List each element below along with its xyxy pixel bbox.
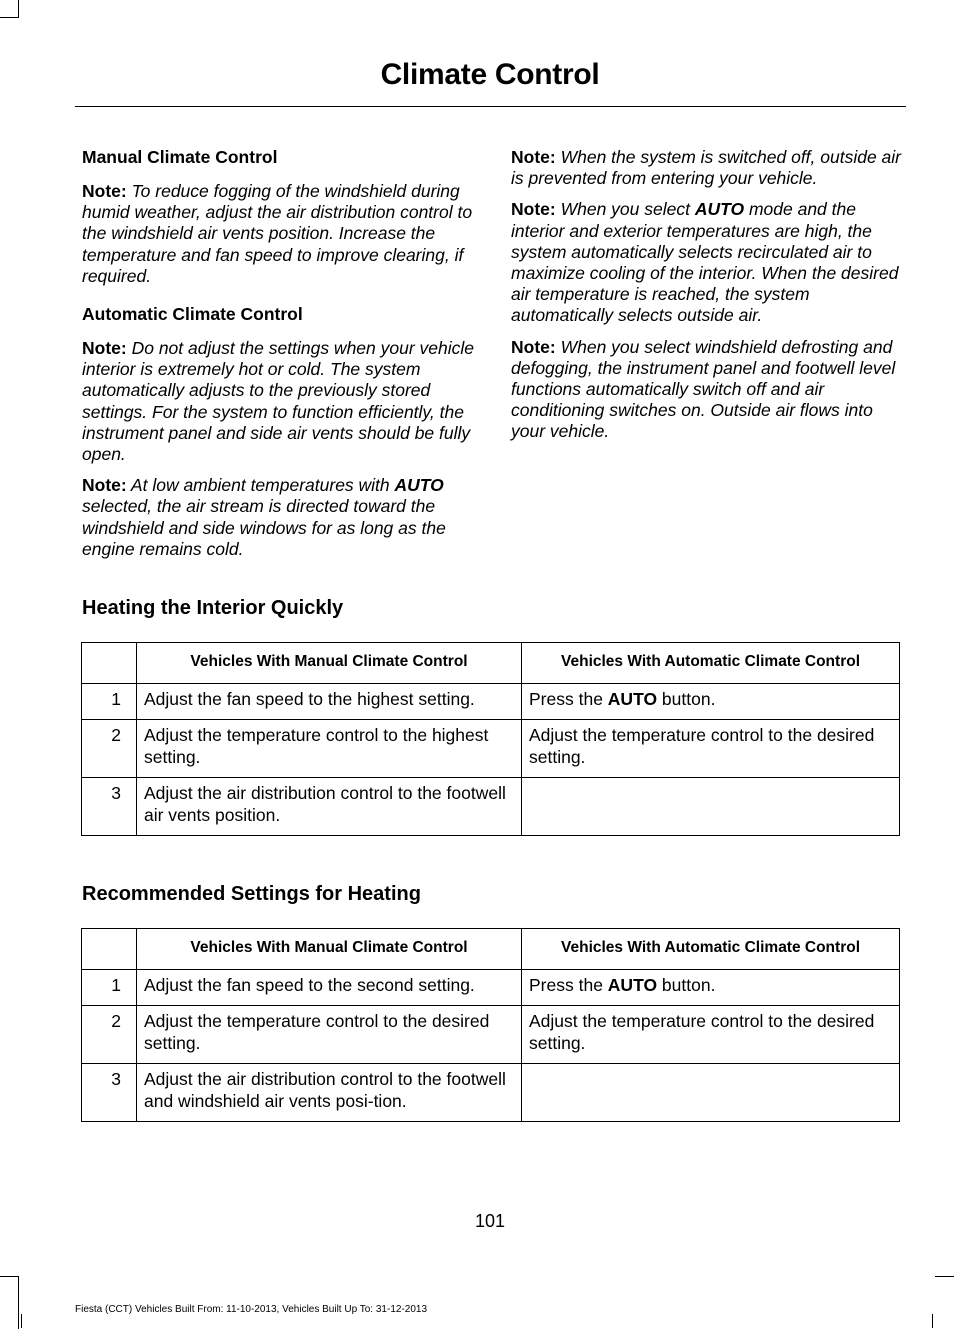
manual-step: Adjust the fan speed to the highest setting.	[137, 683, 522, 720]
table-header-row	[82, 929, 900, 970]
manual-step: Adjust the fan speed to the second setting.	[137, 969, 522, 1006]
manual-step: Adjust the air distribution control to the footwell air vents position.	[137, 778, 522, 836]
step-text: Press the	[529, 974, 608, 995]
crop-mark	[0, 17, 18, 18]
title-divider	[75, 106, 906, 107]
crop-mark	[935, 1276, 954, 1277]
automatic-note-2	[82, 475, 474, 560]
footer-vehicle-info: Fiesta (CCT) Vehicles Built From: 11-10-2013, Vehicles Built Up To: 31-12-2013	[75, 1304, 428, 1315]
note-label: Note:	[82, 338, 127, 359]
recommended-heating-table	[81, 928, 900, 1122]
manual-column-header: Vehicles With Manual Climate Control	[137, 643, 522, 684]
page-title: Climate Control	[380, 58, 600, 91]
manual-step: Adjust the temperature control to the highest setting.	[137, 720, 522, 778]
automatic-step	[522, 969, 900, 1006]
step-text: Adjust the temperature control to the desired setting.	[529, 725, 875, 767]
page-number: 101	[474, 1211, 506, 1231]
automatic-step	[522, 720, 900, 778]
heating-quickly-title: Heating the Interior Quickly	[82, 597, 344, 619]
table-row	[82, 683, 900, 720]
note-text: When you select windshield defrosting and defogging, the instrument panel and footwell level functions automatically switch off and air conditioning switches on. Outside air flows into your vehicle.	[511, 336, 896, 442]
automatic-note-1	[82, 338, 474, 465]
note-label: Note:	[82, 181, 127, 201]
step-text: Adjust the temperature control to the desired setting.	[529, 1011, 875, 1053]
step-number: 3	[82, 1064, 137, 1122]
left-column	[82, 147, 474, 570]
automatic-column-header: Vehicles With Automatic Climate Control	[522, 929, 900, 970]
auto-keyword: AUTO	[694, 199, 745, 220]
step-text: button.	[657, 974, 716, 995]
manual-column-header: Vehicles With Manual Climate Control	[137, 929, 522, 970]
step-number: 3	[82, 778, 137, 836]
step-text: button.	[657, 688, 716, 709]
note-text: At low ambient temperatures with	[126, 475, 395, 496]
heating-quickly-table	[81, 642, 900, 836]
manual-climate-heading: Manual Climate Control	[82, 147, 278, 167]
crop-mark	[932, 1314, 933, 1328]
automatic-step	[522, 1064, 900, 1122]
table-row	[82, 1006, 900, 1064]
note-label: Note:	[511, 336, 556, 357]
step-number: 2	[82, 1006, 137, 1064]
right-note-3	[511, 337, 903, 443]
crop-mark	[18, 1276, 19, 1329]
table-row	[82, 720, 900, 778]
right-column	[511, 147, 903, 453]
right-note-1	[511, 147, 903, 189]
step-number: 1	[82, 969, 137, 1006]
crop-mark	[18, 0, 19, 18]
automatic-step	[522, 778, 900, 836]
note-label: Note:	[82, 475, 127, 496]
step-number: 2	[82, 720, 137, 778]
manual-step: Adjust the air distribution control to the footwell and windshield air vents posi-tion.	[137, 1064, 522, 1122]
table-header-row	[82, 643, 900, 684]
note-text: To reduce fogging of the windshield during humid weather, adjust the air distribution control to the windshield air vents position. Increase the temperature and fan speed to improve clearing, if required.	[82, 181, 473, 286]
automatic-climate-heading: Automatic Climate Control	[82, 304, 303, 325]
step-number: 1	[82, 683, 137, 720]
table-row	[82, 1064, 900, 1122]
note-text: mode and the interior and exterior temperatures are high, the system automatically selects recirculated air to maximize cooling of the interior. When the desired air temperature is reached, the system automatically selects outside air.	[511, 199, 899, 326]
manual-step: Adjust the temperature control to the desired setting.	[137, 1006, 522, 1064]
number-column-header	[82, 643, 137, 684]
auto-keyword: AUTO	[607, 974, 658, 995]
note-text: When the system is switched off, outside air is prevented from entering your vehicle.	[511, 147, 902, 189]
note-text: Do not adjust the settings when your vehicle interior is extremely hot or cold. The system automatically adjusts to the previously stored settings. For the system to function efficiently, the instrument panel and side air vents should be fully open.	[82, 338, 475, 465]
auto-keyword: AUTO	[394, 475, 444, 496]
note-label: Note:	[511, 199, 556, 220]
note-label: Note:	[511, 147, 556, 167]
manual-note	[82, 181, 474, 287]
automatic-column-header: Vehicles With Automatic Climate Control	[522, 643, 900, 684]
note-text: When you select	[555, 199, 695, 220]
note-text: selected, the air stream is directed toward the windshield and side windows for as long as the engine remains cold.	[82, 496, 446, 559]
table-row	[82, 778, 900, 836]
automatic-step	[522, 1006, 900, 1064]
crop-mark	[21, 1314, 22, 1328]
table-row	[82, 969, 900, 1006]
right-note-2	[511, 199, 903, 326]
automatic-step	[522, 683, 900, 720]
step-text: Press the	[529, 688, 608, 709]
auto-keyword: AUTO	[607, 688, 658, 709]
crop-mark	[0, 1276, 18, 1277]
number-column-header	[82, 929, 137, 970]
recommended-heating-title: Recommended Settings for Heating	[82, 883, 421, 905]
